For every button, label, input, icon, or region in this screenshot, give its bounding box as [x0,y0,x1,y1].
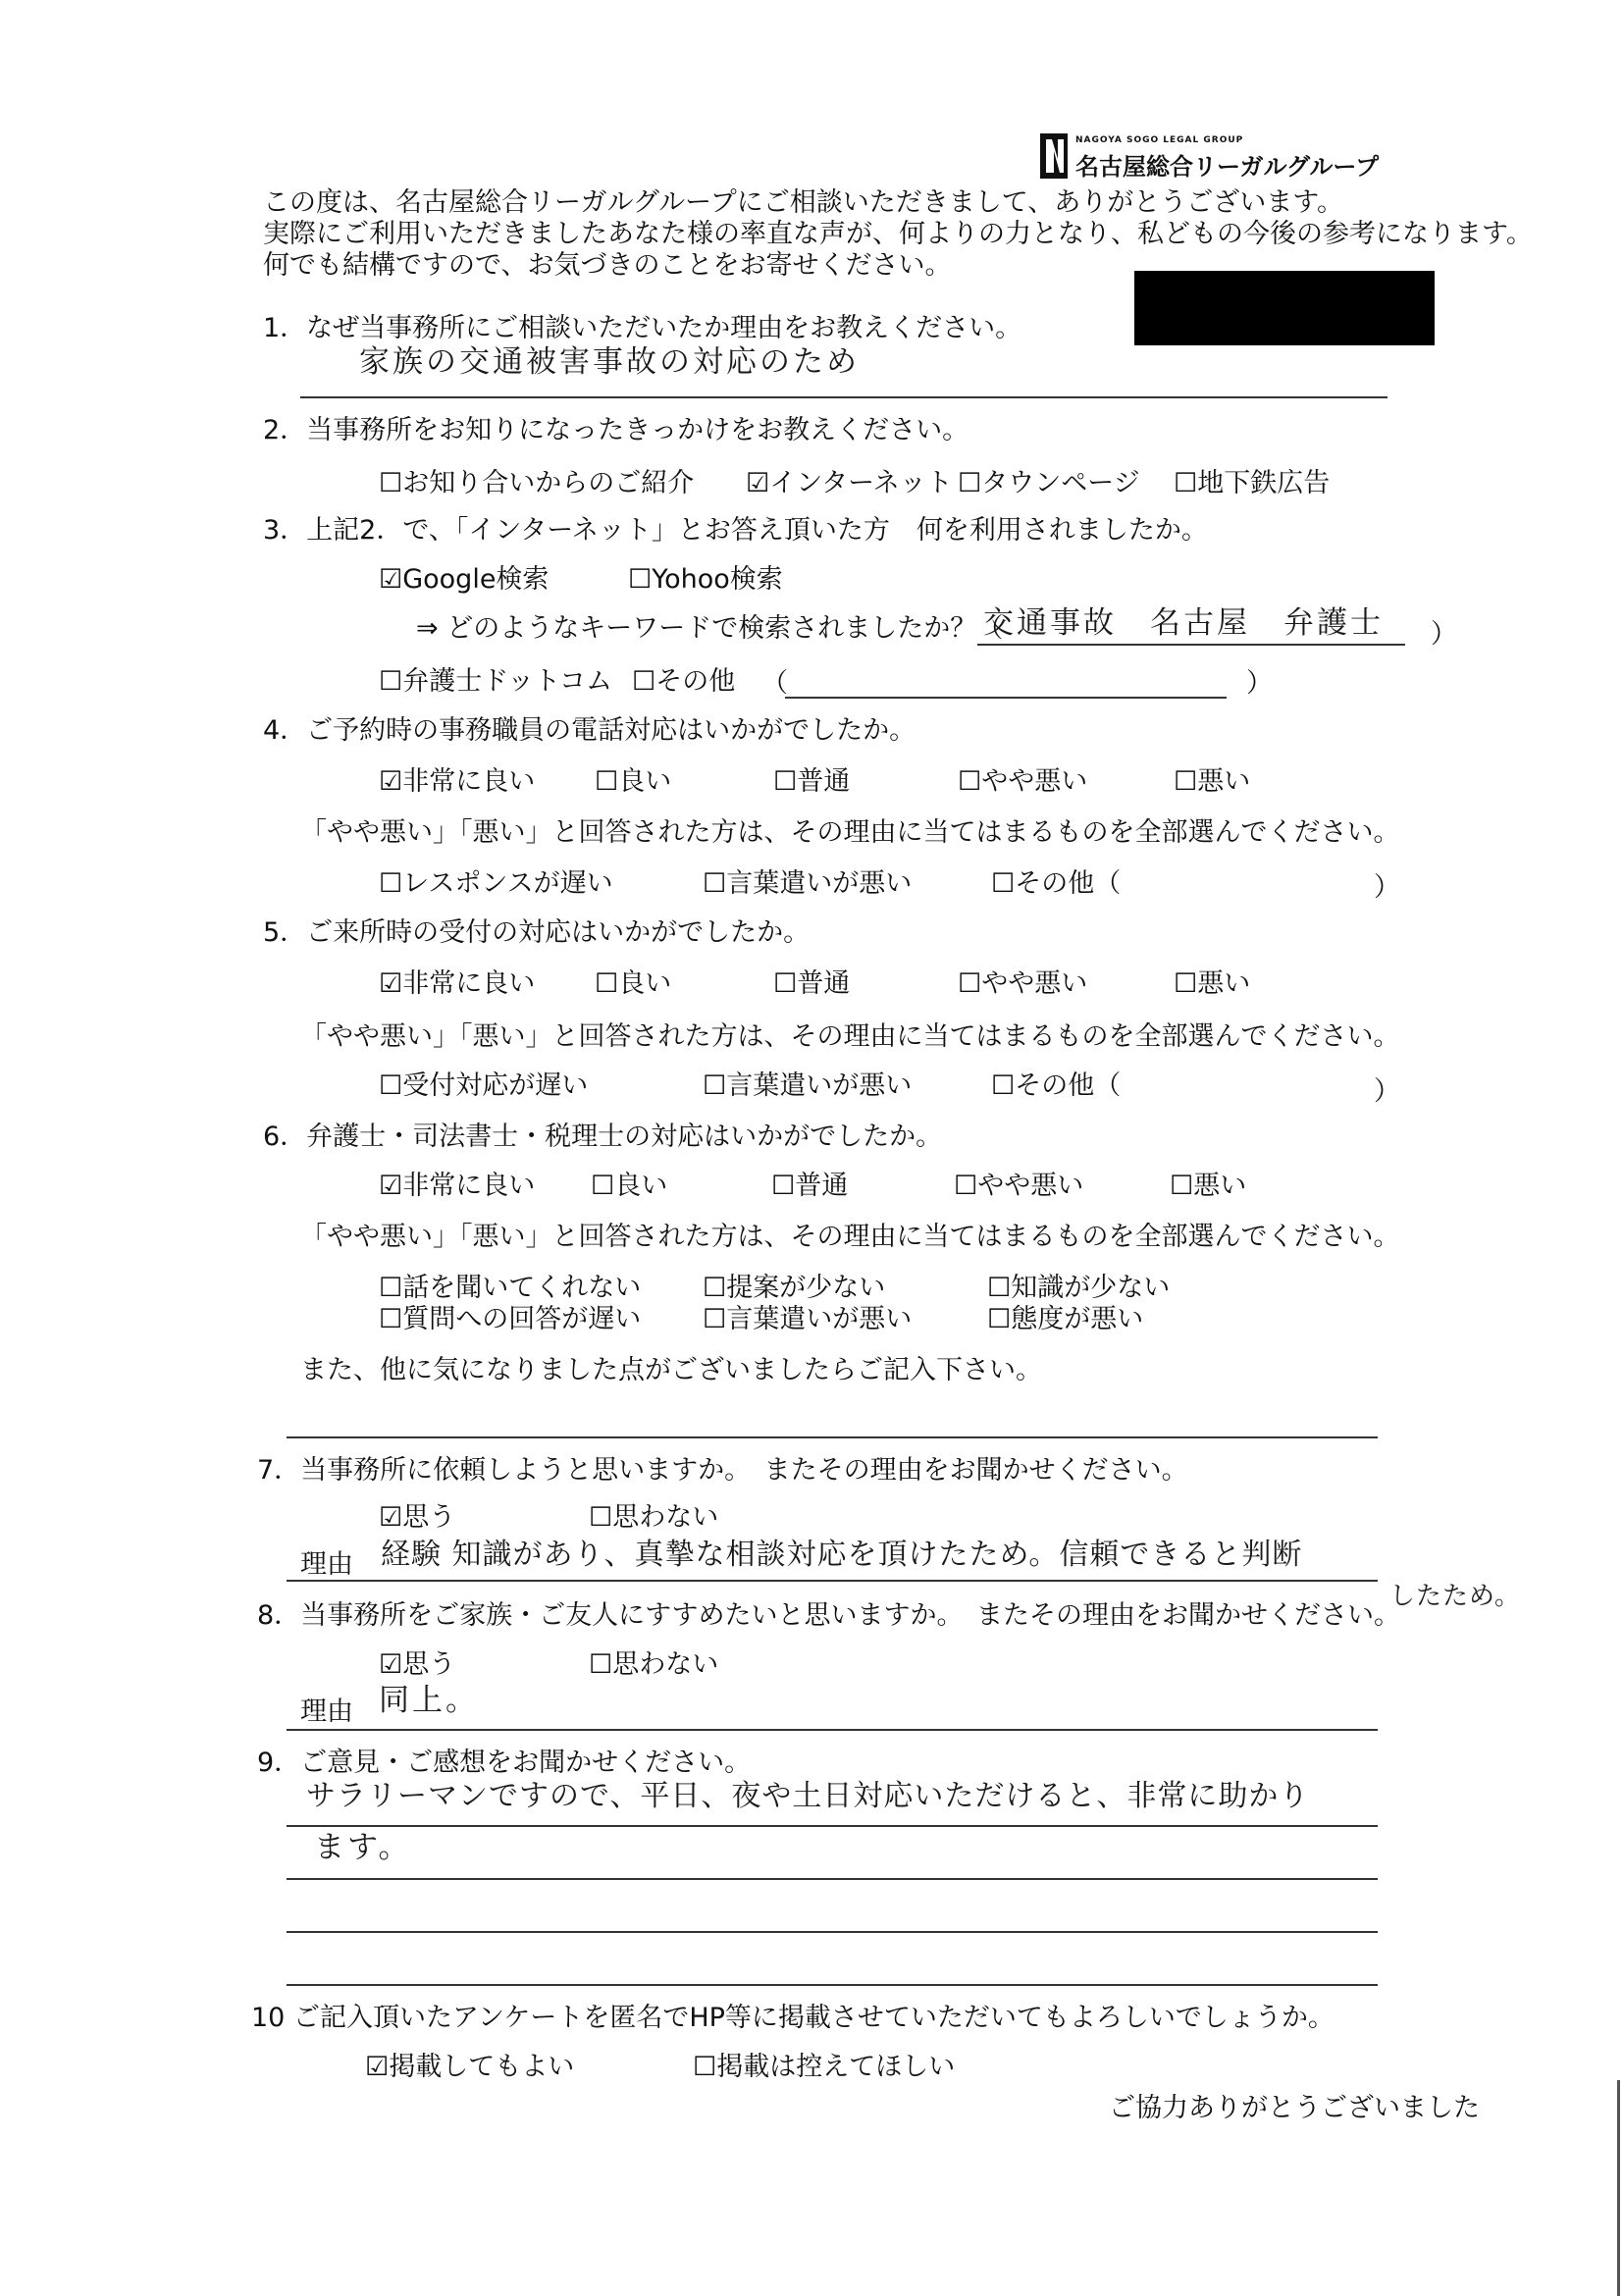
checkbox-checked-icon[interactable]: ☑ [746,468,770,498]
option-label: 普通 [795,1171,849,1201]
checkbox-icon[interactable]: ☐ [1174,968,1198,999]
option-label: 提案が少ない [726,1273,886,1303]
checkbox-icon[interactable]: ☐ [703,1304,727,1334]
q4-reason-close: ） [1374,872,1400,903]
option-label: 良い [614,1171,668,1201]
checkbox-checked-icon[interactable]: ☑ [379,968,403,999]
q9-answer-line-rule-4 [287,1984,1378,1986]
q7-question: 7．当事務所に依頼しようと思いますか。 またその理由をお聞かせください。 [257,1455,1188,1486]
q4-followup: 「やや悪い」「悪い」と回答された方は、その理由に当てはまるものを全部選んでください。 [300,817,1400,848]
checkbox-icon[interactable]: ☐ [632,666,656,697]
option-label: タウンページ [981,468,1140,498]
q9-question: 9．ご意見・ご感想をお聞かせください。 [257,1748,752,1778]
checkbox-icon[interactable]: ☐ [703,868,727,899]
q3-option-google[interactable] [379,563,549,597]
q10-option-publish-ok[interactable] [365,2051,574,2084]
option-label: 掲載してもよい [389,2052,575,2082]
option-label: 非常に良い [402,766,536,797]
option-label: 普通 [797,766,851,797]
option-label: 悪い [1197,968,1251,999]
q7-reason-answer: 経験 知識があり、真摯な相談対応を頂けたため。信頼できると判断 [381,1538,1303,1572]
intro-line-1: この度は、名古屋総合リーガルグループにご相談いただきまして、ありがとうございます。 [263,187,1344,218]
option-label: その他（ [1015,868,1122,899]
option-label: 悪い [1197,766,1251,797]
option-label: 地下鉄広告 [1197,468,1331,498]
q4-rating-normal[interactable] [773,765,850,799]
option-label: 言葉遣いが悪い [726,1304,913,1334]
q1-answer: 家族の交通被害事故の対応のため [359,344,860,380]
checkbox-icon[interactable]: ☐ [693,2052,717,2082]
checkbox-icon[interactable]: ☐ [589,1502,613,1533]
option-label: 悪い [1193,1171,1247,1201]
checkbox-icon[interactable]: ☐ [771,1171,796,1201]
option-label: 質問への回答が遅い [402,1304,642,1334]
q5-rating-very-good[interactable] [379,967,535,1001]
checkbox-icon[interactable]: ☐ [379,468,403,498]
intro-line-2: 実際にご利用いただきましたあなた様の率直な声が、何よりの力となり、私どもの今後の参考になります。 [263,219,1533,249]
q4-rating-slightly-bad[interactable] [958,765,1087,799]
checkbox-checked-icon[interactable]: ☑ [379,766,403,797]
checkbox-checked-icon[interactable]: ☑ [379,1171,403,1201]
q7-reason-label: 理由 [300,1549,353,1580]
option-label: インターネット [769,468,953,498]
option-label: 良い [618,968,672,999]
q3-option-other[interactable] [632,665,735,699]
q5-rating-normal[interactable] [773,967,850,1001]
q6-reason-slow-answers[interactable] [379,1303,641,1336]
checkbox-icon[interactable]: ☐ [958,968,982,999]
option-label: 良い [618,766,672,797]
q6-reason-few-proposals[interactable] [703,1272,885,1305]
checkbox-icon[interactable]: ☐ [987,1304,1012,1334]
q2-option-introduction[interactable] [379,467,694,500]
q6-other-note: また、他に気になりました点がございましたらご記入下さい。 [300,1355,1042,1385]
checkbox-icon[interactable]: ☐ [379,1304,403,1334]
checkbox-icon[interactable]: ☐ [991,868,1016,899]
checkbox-icon[interactable]: ☐ [958,766,982,797]
checkbox-checked-icon[interactable]: ☑ [379,564,403,595]
q3-other-line[interactable] [785,697,1227,699]
q3-keyword-close: ） [1431,619,1457,650]
q3-option-bengoshi-dotcom[interactable] [379,665,612,699]
q6-rating-bad[interactable] [1170,1170,1246,1203]
q6-question: 6．弁護士・司法書士・税理士の対応はいかがでしたか。 [263,1122,943,1152]
option-label: 思わない [612,1502,719,1533]
q6-reason-little-knowledge[interactable] [987,1272,1170,1305]
q5-reason-bad-language[interactable] [703,1070,912,1103]
q9-answer-line-rule-3 [287,1931,1378,1933]
q4-question: 4．ご予約時の事務職員の電話対応はいかがでしたか。 [263,715,916,746]
q8-reason-label: 理由 [300,1696,353,1727]
q1-question: 1．なぜ当事務所にご相談いただいたか理由をお教えください。 [263,313,1022,343]
q6-rating-good[interactable] [591,1170,667,1203]
option-label: 話を聞いてくれない [402,1273,642,1303]
q9-answer-line-2: ます。 [314,1830,412,1865]
q8-reason-answer: 同上。 [379,1683,479,1718]
checkbox-icon[interactable]: ☐ [954,1171,978,1201]
option-label: やや悪い [977,1171,1084,1201]
checkbox-icon[interactable]: ☐ [703,1273,727,1303]
checkbox-icon[interactable]: ☐ [703,1070,727,1101]
q6-other-line[interactable] [287,1436,1378,1438]
q5-rating-bad[interactable] [1174,967,1250,1001]
q6-reason-bad-attitude[interactable] [987,1303,1143,1336]
q5-question: 5．ご来所時の受付の対応はいかがでしたか。 [263,917,811,948]
q9-answer-line-1: サラリーマンですので、平日、夜や土日対応いただけると、非常に助かり [306,1779,1310,1813]
option-label: お知り合いからのご紹介 [402,468,695,498]
checkbox-icon[interactable]: ☐ [1170,1171,1194,1201]
redaction-box [1134,271,1435,345]
checkbox-icon[interactable]: ☐ [379,868,403,899]
q5-rating-good[interactable] [595,967,671,1001]
option-label: 受付対応が遅い [402,1070,589,1101]
option-label: やや悪い [981,766,1088,797]
q4-rating-bad[interactable] [1174,765,1250,799]
option-label: その他（ [1015,1070,1122,1101]
option-label: 言葉遣いが悪い [726,1070,913,1101]
option-label: Yohoo検索 [652,564,783,595]
checkbox-icon[interactable]: ☐ [379,1070,403,1101]
q6-rating-slightly-bad[interactable] [954,1170,1083,1203]
q7-reason-line [287,1580,1378,1582]
q3-question: 3．上記2．で、「インターネット」とお答え頂いた方 何を利用されましたか。 [263,515,1208,546]
q1-answer-line [300,396,1387,398]
option-label: 非常に良い [402,1171,536,1201]
option-label: 態度が悪い [1011,1304,1144,1334]
checkbox-icon[interactable]: ☐ [379,1273,403,1303]
q8-option-no[interactable] [589,1648,718,1682]
q5-reason-other[interactable] [991,1070,1121,1103]
q4-rating-good[interactable] [595,765,671,799]
option-label: 弁護士ドットコム [402,666,613,697]
q6-rating-normal[interactable] [771,1170,848,1203]
q7-reason-answer-cont: したため。 [1389,1582,1521,1611]
q9-answer-line-rule-2 [287,1878,1378,1880]
checkbox-icon[interactable]: ☐ [1174,468,1198,498]
q4-reason-bad-language[interactable] [703,867,912,901]
q3-keyword-line [977,644,1405,646]
checkbox-icon[interactable]: ☐ [628,564,653,595]
q2-option-townpage[interactable] [958,467,1140,500]
checkbox-icon[interactable]: ☐ [1174,766,1198,797]
option-label: やや悪い [981,968,1088,999]
q7-option-no[interactable] [589,1501,718,1535]
option-label: 普通 [797,968,851,999]
q3-keyword-answer: 交通事故 名古屋 弁護士 [983,605,1384,641]
q5-followup: 「やや悪い」「悪い」と回答された方は、その理由に当てはまるものを全部選んでください。 [300,1021,1400,1052]
q7-option-yes[interactable] [379,1501,455,1535]
q2-option-internet[interactable] [746,467,953,500]
logo-main-text: 名古屋総合リーガルグループ [1075,153,1380,181]
option-label: 知識が少ない [1011,1273,1171,1303]
q3-other-close: ） [1246,668,1273,699]
q9-answer-line-rule-1 [287,1825,1378,1827]
checkbox-checked-icon[interactable]: ☑ [365,2052,390,2082]
checkbox-icon[interactable]: ☐ [595,968,619,999]
option-label: 掲載は控えてほしい [716,2052,956,2082]
checkbox-icon[interactable]: ☐ [773,968,798,999]
q5-rating-slightly-bad[interactable] [958,967,1087,1001]
q3-other-open: （ [761,668,788,699]
logo-mark-icon [1040,133,1068,179]
q2-question: 2．当事務所をお知りになったきっかけをお教えください。 [263,415,969,445]
option-label: レスポンスが遅い [402,868,613,899]
q3-option-yohoo[interactable] [628,563,783,597]
logo-sub-text: NAGOYA SOGO LEGAL GROUP [1075,135,1244,145]
checkbox-checked-icon[interactable]: ☑ [379,1502,403,1533]
intro-line-3: 何でも結構ですので、お気づきのことをお寄せください。 [263,250,952,281]
option-label: 非常に良い [402,968,536,999]
scan-edge-mark [1617,2080,1620,2296]
q10-option-publish-no[interactable] [693,2051,955,2084]
option-label: 思う [402,1649,456,1680]
option-label: 思う [402,1502,456,1533]
q6-rating-very-good[interactable] [379,1170,535,1203]
checkbox-icon[interactable]: ☐ [589,1649,613,1680]
checkbox-checked-icon[interactable]: ☑ [379,1649,403,1680]
q4-reason-slow-response[interactable] [379,867,613,901]
checkbox-icon[interactable]: ☐ [987,1273,1012,1303]
q2-option-subway-ad[interactable] [1174,467,1330,500]
checkbox-icon[interactable]: ☐ [958,468,982,498]
q4-rating-very-good[interactable] [379,765,535,799]
q4-reason-other[interactable] [991,867,1121,901]
option-label: その他 [655,666,736,697]
closing-message: ご協力ありがとうございました [1109,2093,1480,2123]
checkbox-icon[interactable]: ☐ [591,1171,615,1201]
checkbox-icon[interactable]: ☐ [595,766,619,797]
q8-option-yes[interactable] [379,1648,455,1682]
q3-keyword-prompt: ⇒ どのようなキーワードで検索されましたか？（ [416,613,1004,644]
option-label: 言葉遣いが悪い [726,868,913,899]
checkbox-icon[interactable]: ☐ [991,1070,1016,1101]
q10-question: 10 ご記入頂いたアンケートを匿名でHP等に掲載させていただいてもよろしいでしょうか。 [251,2003,1335,2033]
q8-question: 8．当事務所をご家族・ご友人にすすめたいと思いますか。 またその理由をお聞かせください。 [257,1600,1400,1631]
q5-reason-close: ） [1374,1076,1400,1107]
option-label: Google検索 [402,564,550,595]
checkbox-icon[interactable]: ☐ [379,666,403,697]
q6-reason-bad-language[interactable] [703,1303,912,1336]
q6-followup: 「やや悪い」「悪い」と回答された方は、その理由に当てはまるものを全部選んでください。 [300,1222,1400,1252]
option-label: 思わない [612,1649,719,1680]
q5-reason-slow-reception[interactable] [379,1070,588,1103]
q8-reason-line [287,1729,1378,1731]
logo [1040,131,1433,181]
q6-reason-not-listening[interactable] [379,1272,641,1305]
checkbox-icon[interactable]: ☐ [773,766,798,797]
